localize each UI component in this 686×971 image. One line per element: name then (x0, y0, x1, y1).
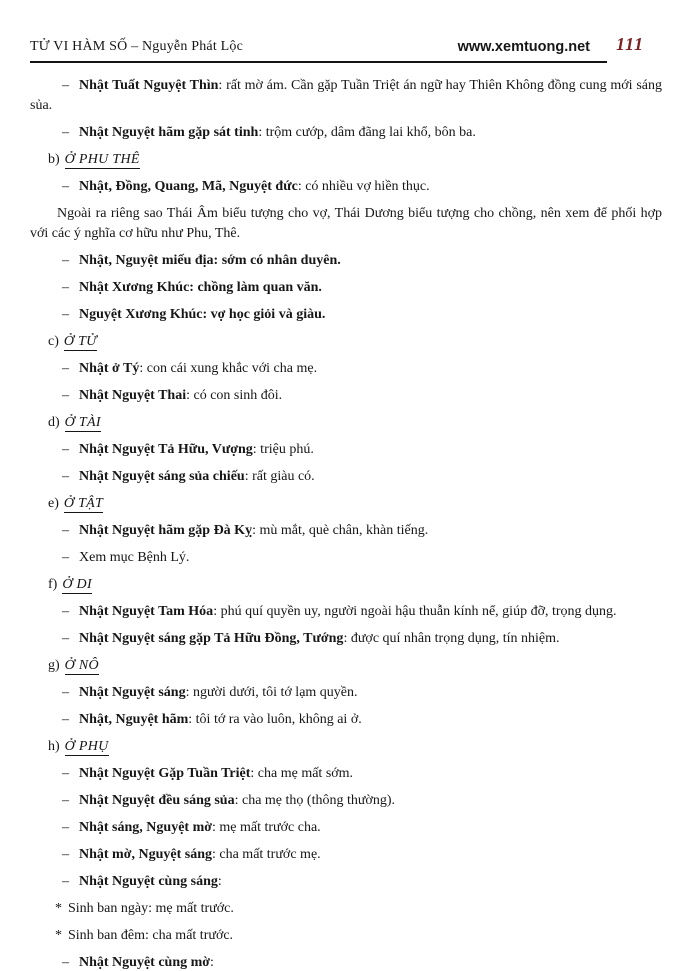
section-letter: c) (48, 334, 59, 349)
section-letter: e) (48, 496, 59, 511)
section-title: Ở TẬT (63, 496, 104, 511)
list-item-lead: Nguyệt Xương Khúc: vợ học giỏi và giàu. (79, 307, 326, 322)
list-item-lead: Nhật Tuất Nguyệt Thìn (79, 78, 219, 93)
list-item-lead: Nhật ở Tý (79, 361, 140, 376)
page-header (0, 0, 686, 66)
dash-bullet: – (62, 388, 69, 403)
list-item-text: : cha mất trước mẹ. (211, 847, 321, 862)
dash-bullet: – (62, 469, 69, 484)
dash-bullet: – (62, 793, 69, 808)
list-item (30, 764, 662, 784)
list-item-lead: Nhật Xương Khúc: chồng làm quan văn. (79, 280, 322, 295)
dash-bullet: – (62, 442, 69, 457)
sub-item (55, 899, 662, 919)
section-letter: h) (48, 739, 60, 754)
dash-bullet: – (62, 307, 69, 322)
dash-bullet: – (62, 685, 69, 700)
list-item-lead: Nhật Nguyệt hãm gặp Đà Kỵ (79, 523, 253, 538)
list-item (30, 305, 662, 325)
section-heading (48, 150, 662, 170)
section-title: Ở TÀI (64, 415, 101, 430)
section-title: Ở TỬ (63, 334, 98, 349)
list-item-lead: Nhật Nguyệt Thai (79, 388, 187, 403)
dash-bullet: – (62, 955, 69, 970)
dash-bullet: – (62, 550, 69, 565)
section-heading (48, 656, 662, 676)
list-item (30, 76, 662, 116)
dash-bullet: – (62, 253, 69, 268)
list-item (30, 521, 662, 541)
section-letter: d) (48, 415, 60, 430)
list-item (30, 278, 662, 298)
list-item (30, 710, 662, 730)
list-item (30, 440, 662, 460)
section-letter: b) (48, 152, 60, 167)
page-content (0, 76, 686, 971)
dash-bullet: – (62, 847, 69, 862)
list-item-text: : rất mờ ám. Cần gặp Tuần Triệt án ngữ hay Thiên Không đồng cung mới sáng sủa. (30, 78, 662, 113)
list-item-lead: Nhật Nguyệt Tam Hóa (79, 604, 214, 619)
dash-bullet: – (62, 78, 69, 93)
list-item-text: : người dưới, tôi tớ lạm quyền. (185, 685, 358, 700)
list-item-lead: Nhật sáng, Nguyệt mờ (79, 820, 212, 835)
list-item (30, 177, 662, 197)
section-heading (48, 332, 662, 352)
list-item-text: : (217, 874, 222, 889)
list-item (30, 629, 662, 649)
list-item (30, 953, 662, 971)
list-item-lead: Nhật Nguyệt cùng sáng (79, 874, 218, 889)
list-item-lead: Nhật Nguyệt sáng (79, 685, 186, 700)
website-url: www.xemtuong.net (457, 39, 590, 55)
sub-item-text: Sinh ban ngày: mẹ mất trước. (68, 901, 234, 916)
dash-bullet: – (62, 604, 69, 619)
section-letter: f) (48, 577, 58, 592)
list-item-text: : có con sinh đôi. (186, 388, 283, 403)
dash-bullet: – (62, 523, 69, 538)
list-item-text: : mẹ mất trước cha. (211, 820, 321, 835)
list-item (30, 791, 662, 811)
list-item (30, 386, 662, 406)
list-item-text: Xem mục Bệnh Lý. (79, 550, 190, 565)
list-item (30, 548, 662, 568)
section-heading (48, 737, 662, 757)
section-title: Ở DI (62, 577, 92, 592)
section-heading (48, 575, 662, 595)
dash-bullet: – (62, 280, 69, 295)
header-rule (30, 61, 607, 63)
list-item-text: : phú quí quyền uy, người ngoài hậu thuẫn kính nể, giúp đỡ, trọng dụng. (213, 604, 617, 619)
list-item (30, 467, 662, 487)
list-item (30, 683, 662, 703)
section-heading (48, 413, 662, 433)
list-item (30, 818, 662, 838)
list-item-text: : mù mắt, què chân, khàn tiếng. (252, 523, 429, 538)
list-item (30, 123, 662, 143)
list-item-text: : rất giàu có. (244, 469, 315, 484)
list-item-text: : con cái xung khắc với cha mẹ. (139, 361, 318, 376)
star-bullet: * (55, 901, 62, 916)
list-item-lead: Nhật Nguyệt sáng gặp Tả Hữu Đồng, Tướng (79, 631, 344, 646)
list-item (30, 845, 662, 865)
sub-item-text: Sinh ban đêm: cha mất trước. (68, 928, 234, 943)
list-item-lead: Nhật Nguyệt Tả Hữu, Vượng (79, 442, 253, 457)
list-item (30, 359, 662, 379)
sub-item (55, 926, 662, 946)
list-item-text: : triệu phú. (252, 442, 314, 457)
list-item-text: : có nhiều vợ hiền thục. (297, 179, 430, 194)
list-item-text: : trộm cướp, dâm đãng lai khổ, bôn ba. (258, 125, 476, 140)
list-item-text: : (210, 955, 214, 970)
star-bullet: * (55, 928, 62, 943)
dash-bullet: – (62, 712, 69, 727)
list-item-text: : được quí nhân trọng dụng, tín nhiệm. (343, 631, 560, 646)
list-item (30, 602, 662, 622)
list-item-lead: Nhật Nguyệt cùng mờ (79, 955, 211, 970)
section-title: Ở PHỤ (64, 739, 109, 754)
dash-bullet: – (62, 179, 69, 194)
list-item-lead: Nhật Nguyệt sáng sủa chiếu (79, 469, 245, 484)
list-item-text: : cha mẹ mất sớm. (250, 766, 354, 781)
section-title: Ở NÔ (64, 658, 99, 673)
list-item-lead: Nhật mờ, Nguyệt sáng (79, 847, 212, 862)
dash-bullet: – (62, 820, 69, 835)
dash-bullet: – (62, 125, 69, 140)
list-item-text: : tôi tớ ra vào luôn, không ai ở. (188, 712, 362, 727)
section-letter: g) (48, 658, 60, 673)
list-item-text: : cha mẹ thọ (thông thường). (234, 793, 395, 808)
book-title: TỬ VI HÀM SỐ – Nguyễn Phát Lộc (30, 39, 243, 54)
dash-bullet: – (62, 766, 69, 781)
dash-bullet: – (62, 361, 69, 376)
list-item (30, 872, 662, 892)
section-title: Ở PHU THÊ (64, 152, 140, 167)
dash-bullet: – (62, 631, 69, 646)
list-item-lead: Nhật Nguyệt hãm gặp sát tinh (79, 125, 259, 140)
list-item-lead: Nhật, Đồng, Quang, Mã, Nguyệt đức (79, 179, 298, 194)
list-item-lead: Nhật, Nguyệt hãm (79, 712, 189, 727)
section-heading (48, 494, 662, 514)
list-item-lead: Nhật, Nguyệt miếu địa: sớm có nhân duyên. (79, 253, 341, 268)
page-number: 111 (615, 34, 644, 54)
paragraph-text: Ngoài ra riêng sao Thái Âm biểu tượng cho vợ, Thái Dương biểu tượng cho chồng, nên xem để phối hợp với các ý nghĩa cơ hữu như Phu, Thê. (30, 206, 662, 241)
list-item-lead: Nhật Nguyệt đều sáng sủa (79, 793, 235, 808)
list-item-lead: Nhật Nguyệt Gặp Tuần Triệt (79, 766, 251, 781)
paragraph (30, 204, 662, 244)
dash-bullet: – (62, 874, 69, 889)
list-item (30, 251, 662, 271)
